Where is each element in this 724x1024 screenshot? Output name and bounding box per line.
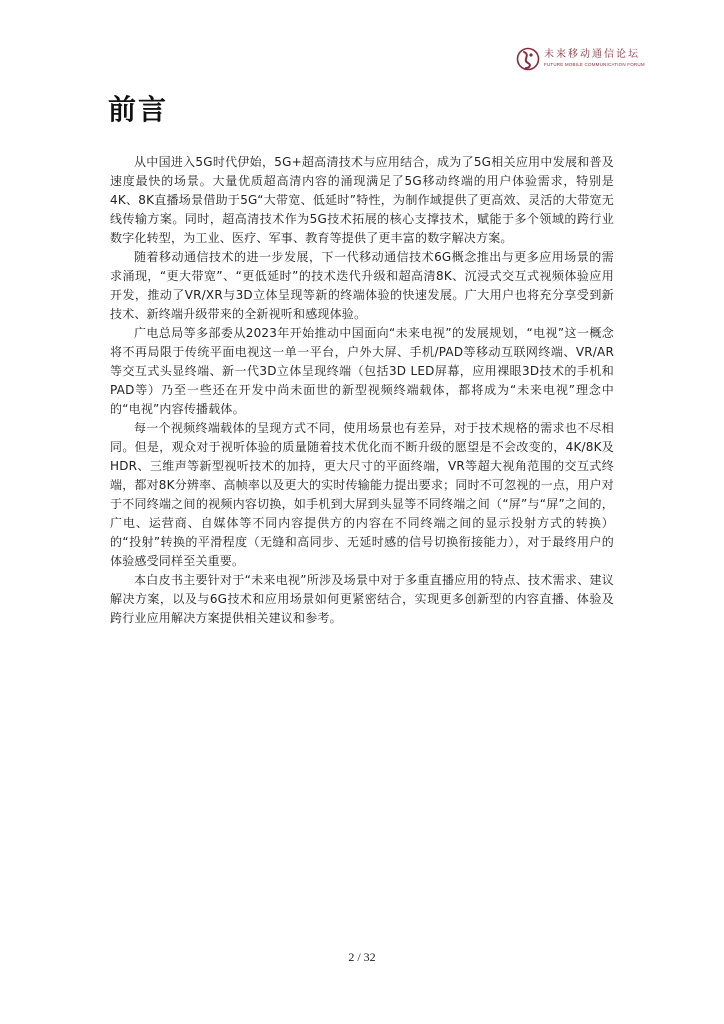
header-logo	[516, 44, 676, 74]
logo-text	[544, 50, 645, 68]
paragraph-5: 本白皮书主要针对于“未来电视”所涉及场景中对于多重直播应用的特点、技术需求、建议解决方案，以及与6G技术和应用场景如何更紧密结合，实现更多创新型的内容直播、体验及跨行业应用解决方案提供相关建议和参考。	[110, 573, 614, 625]
page-number: 2 / 32	[348, 950, 376, 964]
paragraph-4: 每一个视频终端载体的呈现方式不同，使用场景也有差异，对于技术规格的需求也不尽相同。但是，观众对于视听体验的质量随着技术优化而不断升级的愿望是不会改变的，4K/8K及HDR、三维声等新型视听技术的加持，更大尺寸的平面终端，VR等超大视角范围的交互式终端，都对8K分辨率、高帧率以及更大的实时传输能力提出要求；同时不可忽视的一点，用户对于不同终端之间的视频内容切换，如手机到大屏到头显等不同终端之间（“屏”与“屏”之间的，广电、运营商、自媒体等不同内容提供方的内容在不同终端之间的显示投射方式的转换）的“投射”转换的平滑程度（无缝和高同步、无延时感的信号切换衔接能力），对于最终用户的体验感受同样至关重要。	[110, 421, 614, 568]
preface-body	[110, 153, 614, 628]
logo-chinese-name: 未来移动通信论坛	[544, 49, 640, 61]
paragraph-3: 广电总局等多部委从2023年开始推动中国面向“未来电视”的发展规划，“电视”这一概念将不再局限于传统平面电视这一单一平台，户外大屏、手机/PAD等移动互联网终端、VR/AR等交互式头显终端、新一代3D立体呈现终端（包括3D LED屏幕，应用裸眼3D技术的手机和PAD等）乃至一些还在开发中尚未面世的新型视频终端载体，都将成为“未来电视”理念中的“电视”内容传播载体。	[110, 326, 614, 416]
logo-english-name: FUTURE MOBILE COMMUNICATION FORUM	[544, 62, 645, 68]
paragraph-1: 从中国进入5G时代伊始，5G+超高清技术与应用结合，成为了5G相关应用中发展和普及速度最快的场景。大量优质超高清内容的涌现满足了5G移动终端的用户体验需求，特别是4K、8K直播场景借助于5G“大带宽、低延时”特性，为制作域提供了更高效、灵活的大带宽无线传输方案。同时，超高清技术作为5G技术拓展的核心支撑技术，赋能于多个领域的跨行业数字化转型，为工业、医疗、军事、教育等提供了更丰富的数字解决方案。	[110, 155, 614, 245]
paragraph-2: 随着移动通信技术的进一步发展，下一代移动通信技术6G概念推出与更多应用场景的需求涌现，“更大带宽”、“更低延时”的技术迭代升级和超高清8K、沉浸式交互式视频体验应用开发，推动了VR/XR与3D立体呈现等新的终端体验的快速发展。广大用户也将充分享受到新技术、新终端升级带来的全新视听和感现体验。	[110, 250, 614, 321]
forum-logo-icon	[516, 47, 540, 71]
page-title: 前言	[108, 93, 169, 126]
